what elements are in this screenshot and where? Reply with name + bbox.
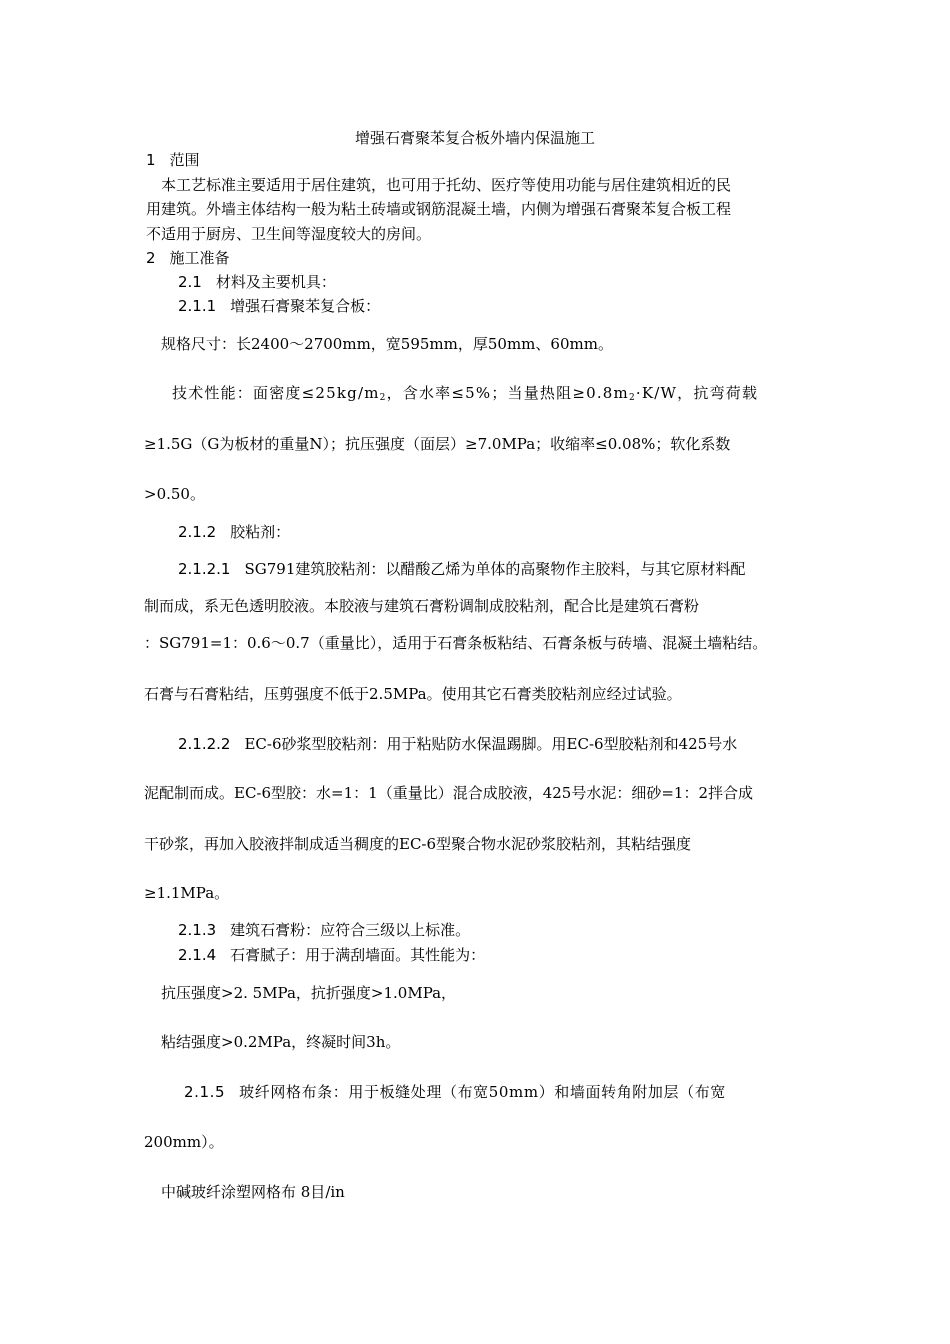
subsection-number: 2.1: [178, 273, 202, 291]
section-label: 施工准备: [169, 249, 230, 267]
clause-2-1-2-1: [178, 559, 745, 579]
clause-text: EC-6砂浆型胶粘剂：用于粘贴防水保温踢脚。用EC-6型胶粘剂和425号水: [244, 735, 738, 753]
subsection-label: 石膏腻子：用于满刮墙面。其性能为：: [230, 946, 486, 964]
section-heading-1: [146, 150, 200, 170]
scope-paragraph-line: 不适用于厨房、卫生间等湿度较大的房间。: [146, 225, 432, 243]
subsection-label: 胶粘剂：: [230, 523, 291, 541]
tech-text: 技术性能：面密度≤25kg/m: [172, 384, 380, 402]
subsection-number: 2.1.5: [184, 1083, 226, 1101]
subsection-label: 建筑石膏粉：应符合三级以上标准。: [230, 921, 471, 939]
section-number: 1: [146, 151, 156, 169]
subsection-number: 2.1.1: [178, 297, 217, 315]
mesh-spec-line: 中碱玻纤涂塑网格布 8目/in: [161, 1183, 345, 1201]
clause-number: 2.1.2.1: [178, 560, 231, 578]
subsection-number: 2.1.2: [178, 523, 217, 541]
clause-text-line: ≥1.1MPa。: [144, 884, 230, 902]
subsection-2-1-5: [184, 1082, 806, 1102]
putty-property-line: 粘结强度>0.2MPa，终凝时间3h。: [161, 1033, 401, 1051]
subsection-2-1-1: [178, 296, 380, 316]
unit-subscript: 2: [379, 393, 387, 403]
tech-text: ，含水率≤5%；当量热阻≥0.8m: [386, 384, 629, 402]
subsection-label: 玻纤网格布条：用于板缝处理（布宽50mm）和墙面转角附加层（布宽: [239, 1083, 726, 1101]
subsection-2-1-4: [178, 945, 485, 965]
subsection-label: 材料及主要机具：: [215, 273, 336, 291]
section-number: 2: [146, 249, 156, 267]
clause-text-line: ：SG791=1：0.6～0.7（重量比），适用于石膏条板粘结、石膏条板与砖墙、混凝土墙粘结。: [144, 634, 768, 652]
clause-number: 2.1.2.2: [178, 735, 231, 753]
document-title: 增强石膏聚苯复合板外墙内保温施工: [354, 129, 595, 147]
section-label: 范围: [169, 151, 200, 169]
clause-text: SG791建筑胶粘剂：以醋酸乙烯为单体的高聚物作主胶料，与其它原材料配: [244, 560, 746, 578]
section-heading-2: [146, 248, 230, 268]
clause-text-line: 200mm）。: [144, 1133, 224, 1151]
clause-text-line: 石膏与石膏粘结，压剪强度不低于2.5MPa。使用其它石膏类胶粘剂应经过试验。: [144, 685, 682, 703]
subsection-number: 2.1.3: [178, 921, 217, 939]
clause-2-1-2-2: [178, 734, 737, 754]
subsection-2-1-2: [178, 522, 290, 542]
tech-performance-line: >0.50。: [144, 485, 205, 503]
unit-subscript: 2: [628, 393, 636, 403]
tech-text: ·K/W，抗弯荷载: [635, 384, 759, 402]
subsection-label: 增强石膏聚苯复合板：: [230, 297, 381, 315]
scope-paragraph-line: 用建筑。外墙主体结构一般为粘土砖墙或钢筋混凝土墙，内侧为增强石膏聚苯复合板工程: [146, 200, 732, 218]
subsection-2-1: [178, 272, 336, 292]
putty-property-line: 抗压强度>2. 5MPa，抗折强度>1.0MPa，: [161, 984, 457, 1002]
clause-text-line: 泥配制而成。EC-6型胶：水=1：1（重量比）混合成胶液，425号水泥：细砂=1：2拌合成: [144, 784, 753, 802]
scope-paragraph-line: 本工艺标准主要适用于居住建筑，也可用于托幼、医疗等使用功能与居住建筑相近的民: [161, 176, 732, 194]
tech-performance-line: [172, 383, 806, 406]
clause-text-line: 干砂浆，再加入胶液拌制成适当稠度的EC-6型聚合物水泥砂浆胶粘剂，其粘结强度: [144, 835, 692, 853]
spec-size-line: 规格尺寸：长2400～2700mm，宽595mm，厚50mm、60mm。: [161, 335, 613, 353]
subsection-2-1-3: [178, 920, 470, 940]
subsection-number: 2.1.4: [178, 946, 217, 964]
tech-performance-line: ≥1.5G（G为板材的重量N）；抗压强度（面层）≥7.0MPa；收缩率≤0.08%；软化系数: [144, 435, 731, 453]
clause-text-line: 制而成，系无色透明胶液。本胶液与建筑石膏粉调制成胶粘剂，配合比是建筑石膏粉: [144, 597, 700, 615]
